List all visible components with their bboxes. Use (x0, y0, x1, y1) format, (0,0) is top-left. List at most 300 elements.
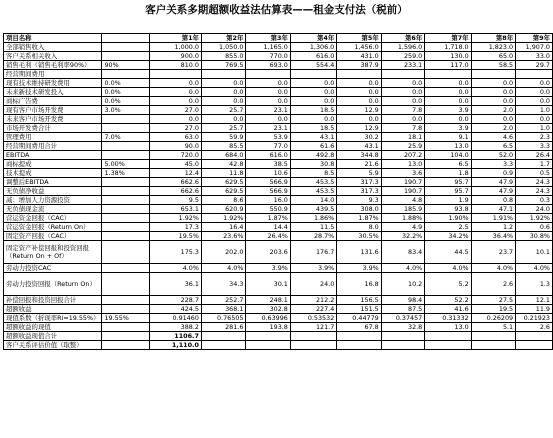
table-cell: 21.6 (337, 160, 381, 169)
table-cell: 13.0 (381, 160, 425, 169)
table-cell: 43.1 (290, 133, 336, 142)
row-label: 商标广告费 (4, 97, 102, 106)
table-cell: 19.5% (149, 232, 201, 241)
col-header: 第3年 (246, 34, 290, 43)
table-row (4, 273, 553, 296)
table-cell: 193.8 (246, 323, 290, 332)
table-cell: 95.7 (425, 178, 471, 187)
table-cell: 87.5 (381, 305, 425, 314)
table-cell: 629.5 (201, 187, 245, 196)
table-cell: 0.0 (246, 88, 290, 97)
row-label: 经营期间费用合计 (4, 142, 102, 151)
row-rate (102, 196, 149, 205)
table-cell: 0.0 (471, 97, 515, 106)
table-cell: 900.0 (149, 52, 201, 61)
table-cell: 453.5 (290, 187, 336, 196)
table-cell: 9.5 (149, 196, 201, 205)
table-row (4, 305, 553, 314)
row-rate (102, 142, 149, 151)
table-cell: 14.4 (246, 223, 290, 232)
table-row (4, 79, 553, 88)
col-header (102, 34, 149, 43)
table-row (4, 142, 553, 151)
col-header: 第1年 (149, 34, 201, 43)
table-cell: 23.1 (246, 106, 290, 115)
row-rate: 19.55% (102, 314, 149, 323)
table-row (4, 314, 553, 323)
table-cell: 121.7 (290, 323, 336, 332)
row-label: 销售毛利（销售毛利率90%） (4, 61, 102, 70)
row-rate (102, 43, 149, 52)
table-header-row (4, 34, 553, 43)
table-cell: 23.1 (246, 124, 290, 133)
table-cell: 207.2 (381, 151, 425, 160)
table-cell: 3.9% (246, 264, 290, 273)
table-cell (471, 341, 515, 350)
table-cell: 18.1 (381, 133, 425, 142)
table-cell: 566.9 (246, 178, 290, 187)
row-rate: 0.0% (102, 79, 149, 88)
table-row (4, 52, 553, 61)
table-cell: 30.2 (337, 133, 381, 142)
row-rate (102, 341, 149, 350)
table-cell: 16.0 (246, 196, 290, 205)
table-cell: 1.2 (471, 223, 515, 232)
col-header: 第4年 (290, 34, 336, 43)
table-cell: 36.1 (149, 273, 201, 296)
row-label: 无负债现金流 (4, 205, 102, 214)
row-label: 商标提成 (4, 160, 102, 169)
table-cell: 2.6 (516, 323, 553, 332)
row-rate (102, 305, 149, 314)
table-cell: 684.0 (201, 151, 245, 160)
row-rate (102, 115, 149, 124)
table-cell (425, 70, 471, 79)
table-cell: 8.0 (337, 223, 381, 232)
table-cell (516, 341, 553, 350)
row-label: 固定资产回报（CAC） (4, 232, 102, 241)
table-cell: 0.0 (381, 97, 425, 106)
table-cell: 1.92% (201, 214, 245, 223)
table-cell: 23.6% (201, 232, 245, 241)
table-cell: 27.0 (149, 106, 201, 115)
table-row (4, 296, 553, 305)
table-row (4, 160, 553, 169)
row-label: 减：增加人力资源投资 (4, 196, 102, 205)
table-cell: 6.5 (425, 160, 471, 169)
table-cell: 27.0 (149, 124, 201, 133)
table-cell: 0.0 (149, 88, 201, 97)
table-cell: 7.8 (381, 124, 425, 133)
table-cell: 1.3 (516, 273, 553, 296)
table-cell: 34.3 (201, 273, 245, 296)
table-cell (381, 341, 425, 350)
table-cell: 2.3 (516, 133, 553, 142)
table-cell: 308.0 (337, 205, 381, 214)
row-label: 现有技术维持研发费用 (4, 79, 102, 88)
table-cell: 93.8 (425, 205, 471, 214)
row-label: 补偿回报和投资回报合计 (4, 296, 102, 305)
table-cell: 0.0 (290, 79, 336, 88)
table-cell: 1,306.0 (290, 43, 336, 52)
row-rate: 90% (102, 61, 149, 70)
row-label: 市场开发费合计 (4, 124, 102, 133)
table-cell: 5.2 (425, 273, 471, 296)
table-cell: 228.7 (149, 296, 201, 305)
row-label: 超额收益的现值 (4, 323, 102, 332)
table-cell: 0.91460 (149, 314, 201, 323)
row-rate: 7.0% (102, 133, 149, 142)
table-cell (246, 70, 290, 79)
table-cell: 24.3 (516, 187, 553, 196)
table-cell: 0.0 (290, 97, 336, 106)
row-label: 未来客户市场开发费 (4, 115, 102, 124)
table-row (4, 264, 553, 273)
table-cell: 3.9 (425, 106, 471, 115)
row-rate (102, 264, 149, 273)
table-cell: 317.3 (337, 178, 381, 187)
table-cell: 12.4 (149, 169, 201, 178)
table-cell: 25.7 (201, 124, 245, 133)
table-cell: 0.63996 (246, 314, 290, 323)
table-row (4, 205, 553, 214)
row-rate (102, 178, 149, 187)
row-label: 管理费用 (4, 133, 102, 142)
table-cell: 90.0 (149, 142, 201, 151)
table-cell (471, 332, 515, 341)
table-cell: 492.8 (290, 151, 336, 160)
table-cell: 9.1 (425, 133, 471, 142)
table-cell: 616.0 (246, 151, 290, 160)
row-rate (102, 223, 149, 232)
table-row (4, 61, 553, 70)
table-cell: 3.3 (471, 160, 515, 169)
table-cell: 17.3 (149, 223, 201, 232)
table-cell: 1,456.0 (337, 43, 381, 52)
table-cell: 317.3 (337, 187, 381, 196)
col-header: 第7年 (425, 34, 471, 43)
table-cell: 24.0 (516, 205, 553, 214)
table-cell: 12.9 (337, 106, 381, 115)
table-cell: 1.0 (516, 124, 553, 133)
table-cell: 0.76505 (201, 314, 245, 323)
table-cell: 0.0 (201, 79, 245, 88)
row-label: 客户关系评估价值（取整） (4, 341, 102, 350)
table-cell: 0.0 (471, 88, 515, 97)
table-cell: 25.9 (381, 142, 425, 151)
table-cell: 0.0 (471, 79, 515, 88)
table-cell: 63.0 (149, 133, 201, 142)
table-cell: 653.1 (149, 205, 201, 214)
table-cell (516, 70, 553, 79)
table-cell: 302.8 (246, 305, 290, 314)
table-cell: 190.7 (381, 178, 425, 187)
row-rate (102, 232, 149, 241)
table-cell: 0.8 (471, 196, 515, 205)
table-cell: 11.9 (516, 305, 553, 314)
table-row (4, 115, 553, 124)
col-header: 项目名称 (4, 34, 102, 43)
table-cell: 252.7 (201, 296, 245, 305)
table-cell (471, 70, 515, 79)
row-label: 客户关系相关收入 (4, 52, 102, 61)
row-label: 无负债净收益 (4, 187, 102, 196)
row-rate: 0.0% (102, 88, 149, 97)
table-cell: 1.92% (149, 214, 201, 223)
table-cell: 10.6 (246, 169, 290, 178)
table-cell: 11.5 (290, 223, 336, 232)
table-cell: 16.8 (337, 273, 381, 296)
table-cell (337, 332, 381, 341)
table-row (4, 332, 553, 341)
table-cell (337, 341, 381, 350)
table-cell: 855.0 (201, 52, 245, 61)
col-header: 第5年 (337, 34, 381, 43)
table-cell: 30.8% (516, 232, 553, 241)
table-cell: 13.0 (425, 142, 471, 151)
table-cell: 202.0 (201, 241, 245, 264)
table-cell: 0.9 (471, 169, 515, 178)
table-cell: 0.26209 (471, 314, 515, 323)
table-cell (201, 332, 245, 341)
table-cell: 0.0 (290, 115, 336, 124)
row-rate (102, 52, 149, 61)
table-cell: 0.0 (290, 88, 336, 97)
table-cell: 550.9 (246, 205, 290, 214)
table-cell: 176.7 (290, 241, 336, 264)
table-cell: 24.0 (290, 273, 336, 296)
table-cell: 1.87% (337, 214, 381, 223)
table-cell: 4.8 (381, 196, 425, 205)
table-cell: 65.0 (471, 52, 515, 61)
table-cell: 0.0 (381, 115, 425, 124)
table-cell: 0.37457 (381, 314, 425, 323)
row-rate (102, 332, 149, 341)
table-cell: 2.0 (471, 124, 515, 133)
table-cell: 1,907.0 (516, 43, 553, 52)
table-cell: 77.0 (246, 142, 290, 151)
table-cell: 0.0 (381, 79, 425, 88)
page-title: 客户关系多期超额收益法估算表——租金支付法（税前） (145, 4, 408, 16)
table-cell: 0.0 (337, 88, 381, 97)
table-cell: 1,596.0 (381, 43, 425, 52)
table-cell: 2.0 (471, 106, 515, 115)
table-cell: 4.0% (471, 264, 515, 273)
row-rate (102, 296, 149, 305)
table-cell: 439.5 (290, 205, 336, 214)
table-cell: 151.5 (337, 305, 381, 314)
table-cell (290, 332, 336, 341)
table-cell: 42.8 (201, 160, 245, 169)
row-rate (102, 70, 149, 79)
table-cell: 67.8 (337, 323, 381, 332)
row-label: 劳动力投资回报（Return On） (4, 273, 102, 296)
table-cell: 770.0 (246, 52, 290, 61)
row-label: 调整后EBITDA (4, 178, 102, 187)
table-cell: 387.9 (337, 61, 381, 70)
table-cell: 43.1 (337, 142, 381, 151)
table-row (4, 43, 553, 52)
table-row (4, 88, 553, 97)
table-cell: 4.0% (201, 264, 245, 273)
table-cell: 34.2% (425, 232, 471, 241)
table-cell: 0.5 (516, 169, 553, 178)
table-cell: 0.0 (201, 97, 245, 106)
row-rate (102, 214, 149, 223)
table-cell: 1.90% (425, 214, 471, 223)
table-cell: 29.7 (516, 61, 553, 70)
table-row (4, 70, 553, 79)
table-cell: 1.87% (246, 214, 290, 223)
table-cell: 368.1 (201, 305, 245, 314)
table-row (4, 196, 553, 205)
table-row (4, 214, 553, 223)
row-label: 劳动力投资CAC (4, 264, 102, 273)
table-cell: 769.5 (201, 61, 245, 70)
table-row (4, 169, 553, 178)
table-cell: 344.8 (337, 151, 381, 160)
table-cell: 32.8 (381, 323, 425, 332)
table-cell: 0.0 (425, 97, 471, 106)
table-cell: 259.0 (381, 52, 425, 61)
table-cell: 4.0% (516, 264, 553, 273)
table-cell: 38.5 (246, 160, 290, 169)
row-rate: 0.0% (102, 97, 149, 106)
table-cell: 554.4 (290, 61, 336, 70)
table-row (4, 323, 553, 332)
table-cell: 0.53532 (290, 314, 336, 323)
table-cell: 0.0 (149, 79, 201, 88)
row-rate (102, 124, 149, 133)
table-cell: 8.6 (201, 196, 245, 205)
table-cell: 616.0 (290, 52, 336, 61)
table-row (4, 341, 553, 350)
table-cell (246, 332, 290, 341)
table-cell: 83.4 (381, 241, 425, 264)
table-cell: 3.9 (425, 124, 471, 133)
table-cell: 0.0 (149, 97, 201, 106)
table-cell: 0.21923 (516, 314, 553, 323)
table-cell (425, 341, 471, 350)
table-cell: 281.6 (201, 323, 245, 332)
row-label: 现有客户市场开发费 (4, 106, 102, 115)
table-cell: 5.1 (471, 323, 515, 332)
row-label: 技术提成 (4, 169, 102, 178)
row-rate (102, 205, 149, 214)
table-cell: 1106.7 (149, 332, 201, 341)
table-cell: 58.5 (471, 61, 515, 70)
table-cell: 0.0 (425, 79, 471, 88)
table-cell: 0.0 (246, 97, 290, 106)
table-cell: 0.0 (337, 79, 381, 88)
table-cell: 175.3 (149, 241, 201, 264)
table-cell: 98.4 (381, 296, 425, 305)
row-rate: 1.38% (102, 169, 149, 178)
table-cell: 3.9% (337, 264, 381, 273)
row-rate: 5.00% (102, 160, 149, 169)
table-cell: 4.9 (381, 223, 425, 232)
table-cell: 629.5 (201, 178, 245, 187)
row-label: 超额收益现值合计 (4, 332, 102, 341)
table-cell: 1.8 (425, 169, 471, 178)
table-cell (149, 70, 201, 79)
table-cell: 26.4 (516, 151, 553, 160)
table-cell: 1.88% (381, 214, 425, 223)
table-cell: 47.9 (471, 178, 515, 187)
table-cell: 0.0 (516, 79, 553, 88)
table-cell: 131.6 (337, 241, 381, 264)
table-cell: 431.0 (337, 52, 381, 61)
table-cell: 30.1 (246, 273, 290, 296)
table-cell: 0.0 (149, 115, 201, 124)
table-cell: 0.0 (425, 115, 471, 124)
table-cell: 3.9% (290, 264, 336, 273)
table-cell: 424.5 (149, 305, 201, 314)
table-cell: 693.0 (246, 61, 290, 70)
table-cell: 0.3 (516, 196, 553, 205)
table-cell: 12.1 (516, 296, 553, 305)
table-cell: 0.0 (471, 115, 515, 124)
table-cell: 47.1 (471, 205, 515, 214)
row-label: 经营期间费用 (4, 70, 102, 79)
table-cell (425, 332, 471, 341)
table-cell: 10.1 (516, 241, 553, 264)
row-label: EBITDA (4, 151, 102, 160)
table-cell: 27.5 (471, 296, 515, 305)
row-label: 营运资金回报（Return On） (4, 223, 102, 232)
table-cell: 156.5 (337, 296, 381, 305)
table-cell (381, 332, 425, 341)
row-label: 全部销售收入 (4, 43, 102, 52)
table-cell: 1.9 (425, 196, 471, 205)
table-cell: 227.4 (290, 305, 336, 314)
table-cell: 30.8 (290, 160, 336, 169)
table-cell: 1,823.0 (471, 43, 515, 52)
table-cell: 0.0 (246, 115, 290, 124)
table-cell: 0.0 (201, 88, 245, 97)
table-cell: 4.0% (381, 264, 425, 273)
table-row (4, 232, 553, 241)
table-cell: 2.5 (425, 223, 471, 232)
table-cell: 16.4 (201, 223, 245, 232)
row-label: 超额收益 (4, 305, 102, 314)
table-cell: 85.5 (201, 142, 245, 151)
table-cell: 18.5 (290, 106, 336, 115)
table-row (4, 241, 553, 264)
table-cell: 1.0 (516, 106, 553, 115)
table-cell: 117.0 (425, 61, 471, 70)
row-label: 现值系数（折现率Ri=19.55%） (4, 314, 102, 323)
table-cell: 0.0 (425, 88, 471, 97)
table-cell: 566.9 (246, 187, 290, 196)
table-cell: 1,050.0 (201, 43, 245, 52)
table-cell: 18.5 (290, 124, 336, 133)
table-cell (290, 341, 336, 350)
table-cell: 52.2 (425, 296, 471, 305)
table-cell: 28.7% (290, 232, 336, 241)
table-row (4, 178, 553, 187)
table-row (4, 187, 553, 196)
table-cell: 0.0 (516, 97, 553, 106)
table-cell: 6.5 (471, 142, 515, 151)
table-cell (201, 70, 245, 79)
table-cell: 662.6 (149, 187, 201, 196)
table-cell: 32.2% (381, 232, 425, 241)
table-cell: 0.0 (246, 79, 290, 88)
table-cell: 25.7 (201, 106, 245, 115)
table-cell: 4.0% (425, 264, 471, 273)
table-cell: 4.6 (471, 133, 515, 142)
